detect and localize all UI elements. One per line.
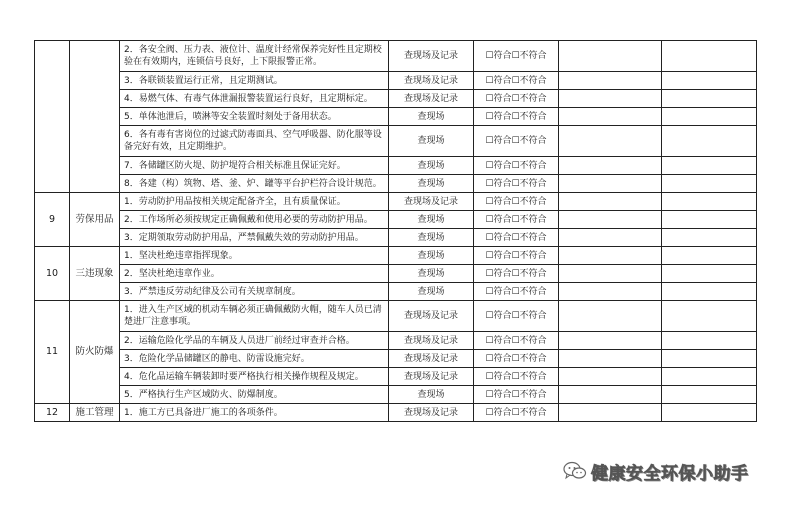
check-result: ☐符合☐不符合: [474, 283, 559, 301]
table-row: [35, 265, 757, 283]
remark-cell: [559, 229, 662, 247]
check-method: 查现场及记录: [389, 41, 474, 72]
table-row: [35, 72, 757, 90]
extra-cell: [662, 404, 757, 422]
check-content: 8．各建（构）筑物、塔、釜、炉、罐等平台护栏符合设计规范。: [120, 175, 389, 193]
check-method: 查现场: [389, 265, 474, 283]
check-method: 查现场及记录: [389, 301, 474, 332]
check-content: 3．定期领取劳动防护用品，严禁佩戴失效的劳动防护用品。: [120, 229, 389, 247]
table-row: [35, 386, 757, 404]
table-row: [35, 90, 757, 108]
check-content: 3．危险化学品储罐区的静电、防雷设施完好。: [120, 350, 389, 368]
check-method: 查现场: [389, 386, 474, 404]
table-row: [35, 193, 757, 211]
check-content: 1．进入生产区域的机动车辆必须正确佩戴防火帽，随车人员已清楚进厂注意事项。: [120, 301, 389, 332]
item-number: [35, 41, 70, 193]
extra-cell: [662, 175, 757, 193]
remark-cell: [559, 108, 662, 126]
item-number: 10: [35, 247, 70, 301]
check-method: 查现场及记录: [389, 193, 474, 211]
check-method: 查现场: [389, 108, 474, 126]
extra-cell: [662, 193, 757, 211]
extra-cell: [662, 211, 757, 229]
watermark: [563, 459, 749, 483]
remark-cell: [559, 247, 662, 265]
check-content: 2．坚决杜绝违章作业。: [120, 265, 389, 283]
check-method: 查现场及记录: [389, 368, 474, 386]
table-row: [35, 404, 757, 422]
table-row: [35, 283, 757, 301]
check-content: 6．各有毒有害岗位的过滤式防毒面具、空气呼吸器、防化服等设备完好有效，且定期维护。: [120, 126, 389, 157]
check-method: 查现场及记录: [389, 72, 474, 90]
item-category: 防火防爆: [70, 301, 120, 404]
check-result: ☐符合☐不符合: [474, 193, 559, 211]
extra-cell: [662, 265, 757, 283]
remark-cell: [559, 350, 662, 368]
extra-cell: [662, 386, 757, 404]
table-row: [35, 41, 757, 72]
check-result: ☐符合☐不符合: [474, 41, 559, 72]
table-row: [35, 211, 757, 229]
inspection-checklist-table: [34, 40, 757, 422]
extra-cell: [662, 126, 757, 157]
extra-cell: [662, 368, 757, 386]
check-method: 查现场及记录: [389, 350, 474, 368]
extra-cell: [662, 301, 757, 332]
table-row: [35, 229, 757, 247]
check-result: ☐符合☐不符合: [474, 108, 559, 126]
check-content: 3．严禁违反劳动纪律及公司有关规章制度。: [120, 283, 389, 301]
check-result: ☐符合☐不符合: [474, 157, 559, 175]
check-result: ☐符合☐不符合: [474, 72, 559, 90]
check-content: 2．各安全阀、压力表、液位计、温度计经常保养完好性且定期校验在有效期内，连锁信号良好，上下限报警正常。: [120, 41, 389, 72]
check-content: 1．劳动防护用品按相关规定配备齐全，且有质量保证。: [120, 193, 389, 211]
table-row: [35, 157, 757, 175]
check-content: 4．易燃气体、有毒气体泄漏报警装置运行良好，且定期标定。: [120, 90, 389, 108]
check-method: 查现场及记录: [389, 404, 474, 422]
check-result: ☐符合☐不符合: [474, 175, 559, 193]
check-content: 5．严格执行生产区域防火、防爆制度。: [120, 386, 389, 404]
table-row: [35, 332, 757, 350]
item-number: 11: [35, 301, 70, 404]
item-category: [70, 41, 120, 193]
check-result: ☐符合☐不符合: [474, 229, 559, 247]
extra-cell: [662, 247, 757, 265]
check-method: 查现场及记录: [389, 90, 474, 108]
check-result: ☐符合☐不符合: [474, 126, 559, 157]
check-method: 查现场: [389, 175, 474, 193]
check-method: 查现场: [389, 126, 474, 157]
check-method: 查现场及记录: [389, 332, 474, 350]
table-row: [35, 175, 757, 193]
check-result: ☐符合☐不符合: [474, 247, 559, 265]
extra-cell: [662, 157, 757, 175]
check-result: ☐符合☐不符合: [474, 211, 559, 229]
item-category: 三违现象: [70, 247, 120, 301]
check-method: 查现场: [389, 229, 474, 247]
table-row: [35, 368, 757, 386]
remark-cell: [559, 72, 662, 90]
remark-cell: [559, 211, 662, 229]
remark-cell: [559, 157, 662, 175]
extra-cell: [662, 332, 757, 350]
remark-cell: [559, 90, 662, 108]
check-result: ☐符合☐不符合: [474, 350, 559, 368]
remark-cell: [559, 386, 662, 404]
check-content: 2．运输危险化学品的车辆及人员进厂前经过审查并合格。: [120, 332, 389, 350]
check-content: 7．各储罐区防火堤、防护堤符合相关标准且保证完好。: [120, 157, 389, 175]
check-content: 1．坚决杜绝违章指挥现象。: [120, 247, 389, 265]
extra-cell: [662, 229, 757, 247]
check-result: ☐符合☐不符合: [474, 386, 559, 404]
check-method: 查现场: [389, 247, 474, 265]
wechat-icon: [563, 461, 587, 481]
check-result: ☐符合☐不符合: [474, 265, 559, 283]
check-method: 查现场: [389, 211, 474, 229]
item-number: 9: [35, 193, 70, 247]
check-content: 1．施工方已具备进厂施工的各项条件。: [120, 404, 389, 422]
item-category: 施工管理: [70, 404, 120, 422]
table-row: [35, 247, 757, 265]
check-result: ☐符合☐不符合: [474, 90, 559, 108]
table-row: [35, 108, 757, 126]
remark-cell: [559, 193, 662, 211]
remark-cell: [559, 301, 662, 332]
check-method: 查现场: [389, 157, 474, 175]
check-method: 查现场: [389, 283, 474, 301]
watermark-text: 健康安全环保小助手: [591, 463, 749, 484]
extra-cell: [662, 90, 757, 108]
remark-cell: [559, 332, 662, 350]
check-content: 2．工作场所必须按规定正确佩戴和使用必要的劳动防护用品。: [120, 211, 389, 229]
extra-cell: [662, 72, 757, 90]
remark-cell: [559, 126, 662, 157]
remark-cell: [559, 368, 662, 386]
extra-cell: [662, 283, 757, 301]
check-content: 5．单体池泄后，喷淋等安全装置时刻处于备用状态。: [120, 108, 389, 126]
table-row: [35, 126, 757, 157]
extra-cell: [662, 350, 757, 368]
check-result: ☐符合☐不符合: [474, 404, 559, 422]
check-result: ☐符合☐不符合: [474, 332, 559, 350]
remark-cell: [559, 175, 662, 193]
extra-cell: [662, 108, 757, 126]
item-number: 12: [35, 404, 70, 422]
check-result: ☐符合☐不符合: [474, 301, 559, 332]
extra-cell: [662, 41, 757, 72]
table-row: [35, 350, 757, 368]
remark-cell: [559, 283, 662, 301]
remark-cell: [559, 265, 662, 283]
remark-cell: [559, 404, 662, 422]
check-result: ☐符合☐不符合: [474, 368, 559, 386]
item-category: 劳保用品: [70, 193, 120, 247]
check-content: 3．各联锁装置运行正常，且定期测试。: [120, 72, 389, 90]
remark-cell: [559, 41, 662, 72]
table-row: [35, 301, 757, 332]
check-content: 4．危化品运输车辆装卸时要严格执行相关操作规程及规定。: [120, 368, 389, 386]
